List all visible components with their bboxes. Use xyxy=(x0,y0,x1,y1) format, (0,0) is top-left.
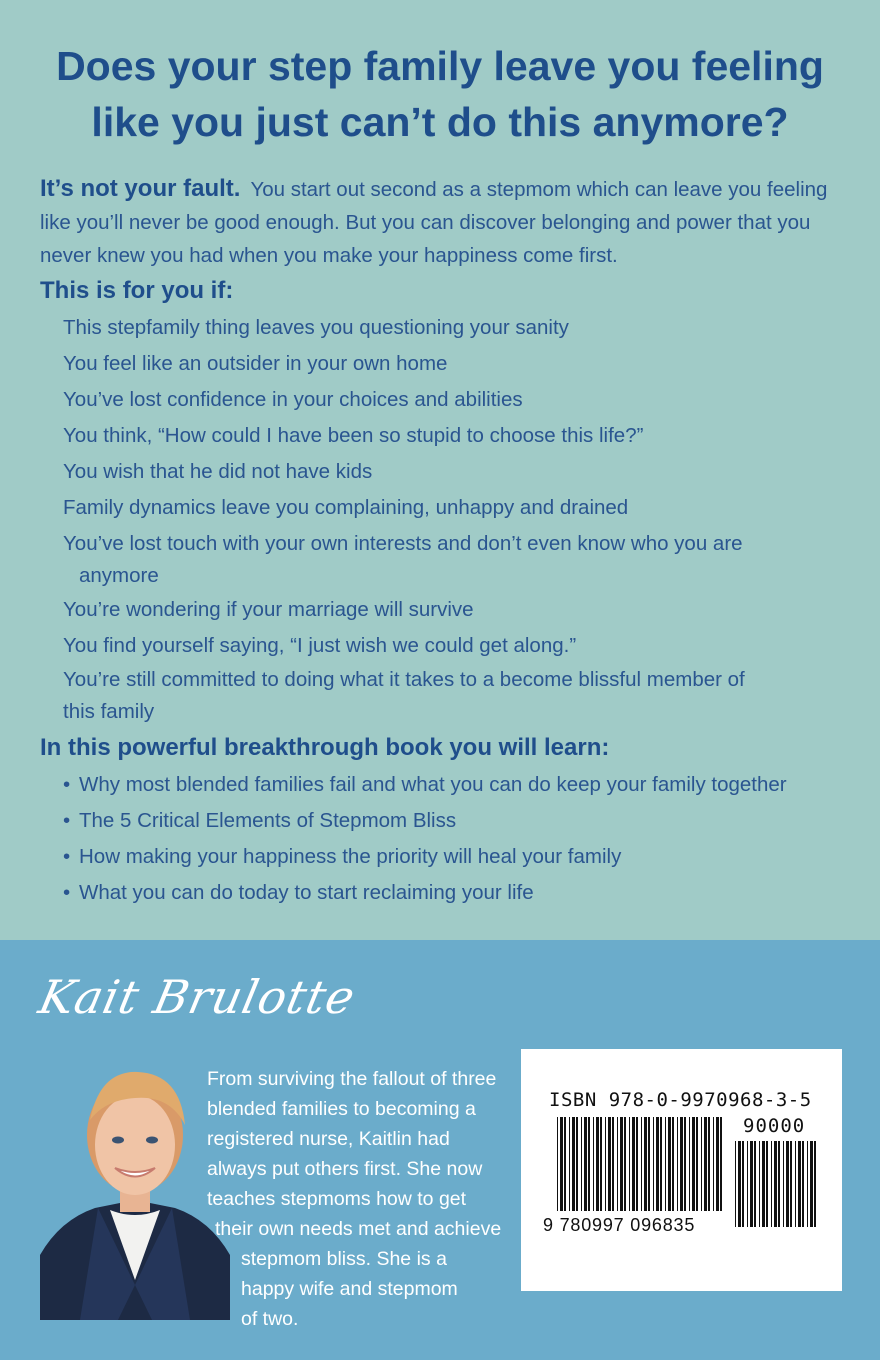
barcode-panel xyxy=(521,1049,842,1291)
headline xyxy=(30,38,850,150)
author-photo xyxy=(40,1040,230,1320)
price-code: 90000 xyxy=(743,1115,806,1137)
list-item: You feel like an outsider in your own home xyxy=(63,352,448,375)
bullet: • xyxy=(63,845,71,868)
barcode-digits: 9 780997 096835 xyxy=(543,1215,696,1235)
list-item: • How making your happiness the priority will heal your family xyxy=(63,839,853,875)
author-signature: Kait Brulotte xyxy=(34,970,361,1024)
list-item: You’ve lost confidence in your choices and abilities xyxy=(63,388,523,411)
list-item: • What you can do today to start reclaiming your life xyxy=(63,875,853,911)
isbn-label: ISBN 978-0-9970968-3-5 xyxy=(549,1089,812,1111)
headline-line-1: Does your step family leave you feeling xyxy=(56,43,824,89)
list-item: You wish that he did not have kids xyxy=(63,460,373,483)
list-item: • The 5 Critical Elements of Stepmom Bliss xyxy=(63,803,853,839)
list-item: You find yourself saying, “I just wish we could get along.” xyxy=(63,634,577,657)
for-you-heading: This is for you if: xyxy=(40,277,234,304)
bullet: • xyxy=(63,773,71,796)
list-item: You’ve lost touch with your own interests and don’t even know who you are anymore xyxy=(63,532,743,587)
headline-line-2: like you just can’t do this anymore? xyxy=(91,99,789,145)
list-item: You’re wondering if your marriage will survive xyxy=(63,598,474,621)
list-item: Family dynamics leave you complaining, unhappy and drained xyxy=(63,496,629,519)
barcode-bars xyxy=(521,1049,842,1291)
list-item: This stepfamily thing leaves you questioning your sanity xyxy=(63,316,569,339)
learn-list xyxy=(63,767,853,911)
list-item: You think, “How could I have been so stupid to choose this life?” xyxy=(63,424,644,447)
list-item: • Why most blended families fail and what you can do keep your family together xyxy=(63,767,853,803)
bullet: • xyxy=(63,809,71,832)
intro-lead: It’s not your fault. xyxy=(40,175,241,202)
learn-heading: In this powerful breakthrough book you will learn: xyxy=(40,734,610,761)
intro-text: You start out second as a stepmom which can leave you feeling like you’ll never be good enough. But you can discover belonging and power that you never knew you had when you make your happiness come first. xyxy=(40,178,828,267)
list-item: You’re still committed to doing what it takes to a become blissful member of this family xyxy=(63,668,745,723)
intro-paragraph xyxy=(40,172,845,272)
author-bio: From surviving the fallout of three blended families to becoming a registered nurse, Kaitlin had always put others first. She now teaches stepmoms how to get their own needs met and achieve stepmom bliss. She is a happy wife and stepmom of two. xyxy=(207,1068,502,1330)
bullet: • xyxy=(63,881,71,904)
